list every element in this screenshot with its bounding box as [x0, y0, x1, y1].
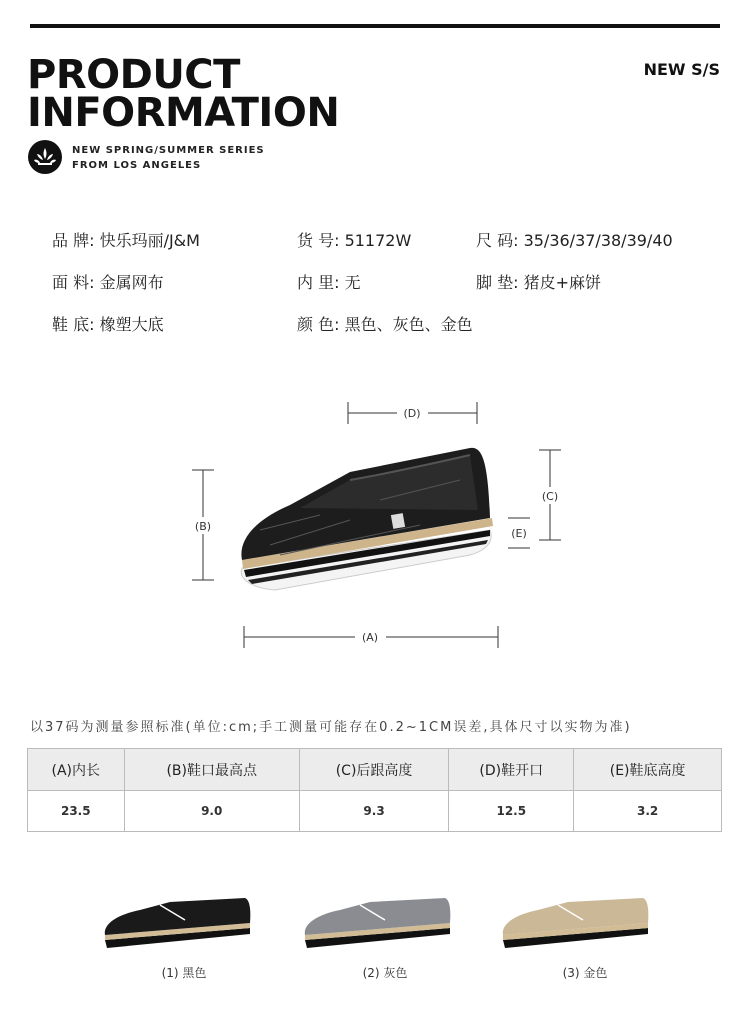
main-shoe-image: [241, 448, 493, 590]
dimension-diagram: [0, 380, 750, 680]
size-table: [27, 748, 722, 832]
variant-shoe-gold: [498, 890, 658, 960]
spec-lining: 内 里: 无: [297, 273, 361, 292]
spec-sizes: 尺 码: 35/36/37/38/39/40: [476, 231, 673, 250]
measurement-note: 以37码为测量参照标准(单位:cm;手工测量可能存在0.2~1CM误差,具体尺寸以实物为准): [30, 720, 632, 735]
value-heel-height: 9.3: [299, 791, 448, 832]
title-line-2: INFORMATION: [27, 90, 340, 136]
label-e: (E): [511, 527, 527, 540]
spec-item-no: 货 号: 51172W: [297, 231, 412, 250]
value-inner-length: 23.5: [28, 791, 125, 832]
spec-brand: 品 牌: 快乐玛丽/J&M: [52, 231, 200, 250]
label-d: (D): [403, 407, 421, 420]
brand-logo: [28, 140, 62, 174]
header-sole-height: (E)鞋底高度: [574, 749, 722, 791]
spec-material: 面 料: 金属网布: [52, 273, 164, 292]
header-inner-length: (A)内长: [28, 749, 125, 791]
tagline-line-2: FROM LOS ANGELES: [72, 160, 202, 171]
table-row: [28, 791, 722, 832]
page-title: [27, 52, 340, 136]
title-line-1: PRODUCT: [27, 52, 240, 98]
variant-shoe-grey: [300, 890, 460, 960]
variant-label-grey: (2) 灰色: [362, 966, 408, 980]
header-heel-height: (C)后跟高度: [299, 749, 448, 791]
label-b: (B): [194, 520, 212, 533]
spec-sole: 鞋 底: 橡塑大底: [52, 315, 164, 334]
value-sole-height: 3.2: [574, 791, 722, 832]
label-a: (A): [361, 631, 379, 644]
tagline: [72, 143, 265, 173]
variant-label-gold: (3) 金色: [562, 966, 608, 980]
season-badge: NEW S/S: [643, 60, 720, 79]
tagline-line-1: NEW SPRING/SUMMER SERIES: [72, 145, 265, 156]
top-rule: [30, 24, 720, 28]
variant-label-black: (1) 黑色: [161, 966, 207, 980]
variant-shoe-black: [100, 890, 260, 960]
spec-insole: 脚 垫: 猪皮+麻饼: [476, 273, 601, 292]
value-opening-height: 9.0: [124, 791, 299, 832]
fountain-icon: [28, 140, 62, 174]
header-opening: (D)鞋开口: [449, 749, 574, 791]
spec-colors: 颜 色: 黑色、灰色、金色: [297, 315, 473, 334]
label-c: (C): [541, 490, 559, 503]
table-header-row: [28, 749, 722, 791]
value-opening: 12.5: [449, 791, 574, 832]
header-opening-height: (B)鞋口最高点: [124, 749, 299, 791]
